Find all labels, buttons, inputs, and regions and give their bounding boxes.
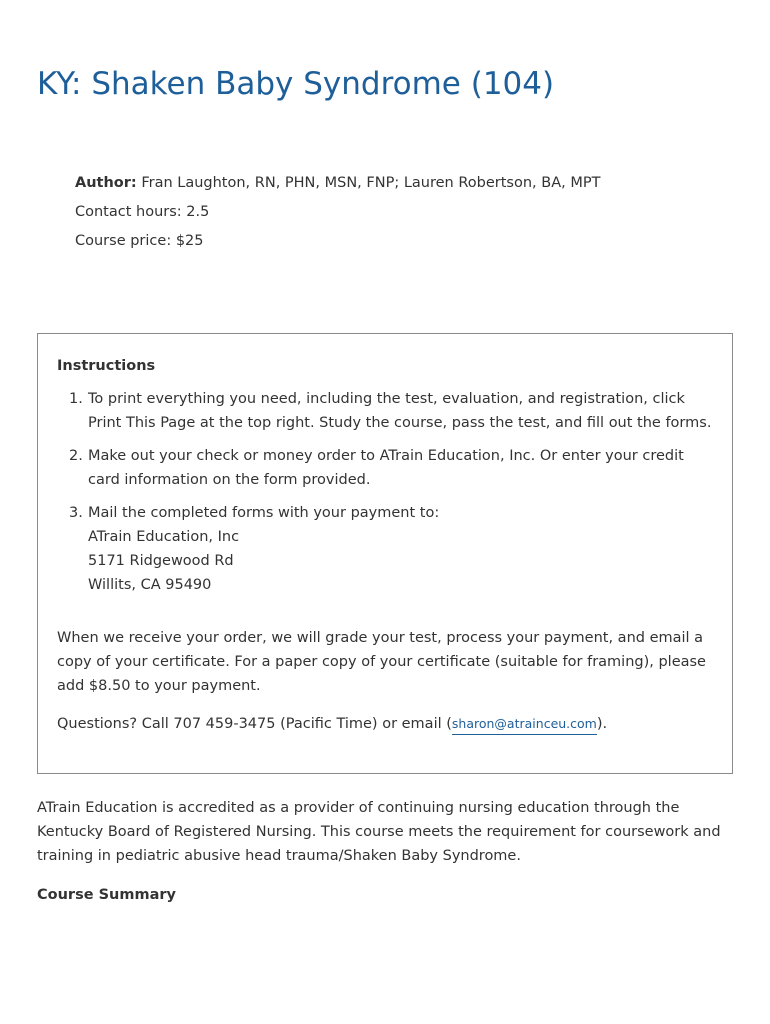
step-item <box>57 501 719 597</box>
questions-prefix: Questions? Call 707 459-3475 (Pacific Time) or email ( <box>57 716 452 732</box>
questions-line <box>57 712 719 736</box>
order-info <box>57 626 719 736</box>
step-text: To print everything you need, including the test, evaluation, and registration, click Print This Page at the top right. Study the course, pass the test, and fill out the forms. <box>88 391 712 431</box>
author-label: Author: <box>75 175 137 191</box>
course-price: Course price: $25 <box>75 233 204 249</box>
instructions-steps <box>57 387 719 606</box>
address-line: ATrain Education, Inc <box>88 529 240 545</box>
step-text: Mail the completed forms with your payment to: <box>88 505 440 521</box>
author-value: Fran Laughton, RN, PHN, MSN, FNP; Lauren Robertson, BA, MPT <box>136 175 601 191</box>
course-meta <box>75 169 600 256</box>
step-number: 3. <box>69 505 83 521</box>
author-line <box>75 169 600 198</box>
step-number: 2. <box>69 448 83 464</box>
order-note: When we receive your order, we will grade your test, process your payment, and email a copy of your certificate. For a paper copy of your certificate (suitable for framing), please add $8.50 to your payment. <box>57 630 706 694</box>
instructions-heading: Instructions <box>57 358 156 374</box>
step-text: Make out your check or money order to ATrain Education, Inc. Or enter your credit card information on the form provided. <box>88 448 684 488</box>
instructions-box <box>37 333 733 774</box>
step-number: 1. <box>69 391 83 407</box>
accreditation-text: ATrain Education is accredited as a provider of continuing nursing education through the Kentucky Board of Registered Nursing. This course meets the requirement for coursework and training in pediatric abusive head trauma/Shaken Baby Syndrome. <box>37 800 721 864</box>
questions-suffix: ). <box>596 716 608 732</box>
step-item <box>57 387 719 435</box>
address-line: Willits, CA 95490 <box>88 577 212 593</box>
step-item <box>57 444 719 492</box>
email-link[interactable]: sharon@atrainceu.com <box>452 716 597 735</box>
course-summary-heading: Course Summary <box>37 887 176 903</box>
page-title: KY: Shaken Baby Syndrome (104) <box>37 66 555 102</box>
address-line: 5171 Ridgewood Rd <box>88 553 234 569</box>
contact-hours: Contact hours: 2.5 <box>75 204 210 220</box>
